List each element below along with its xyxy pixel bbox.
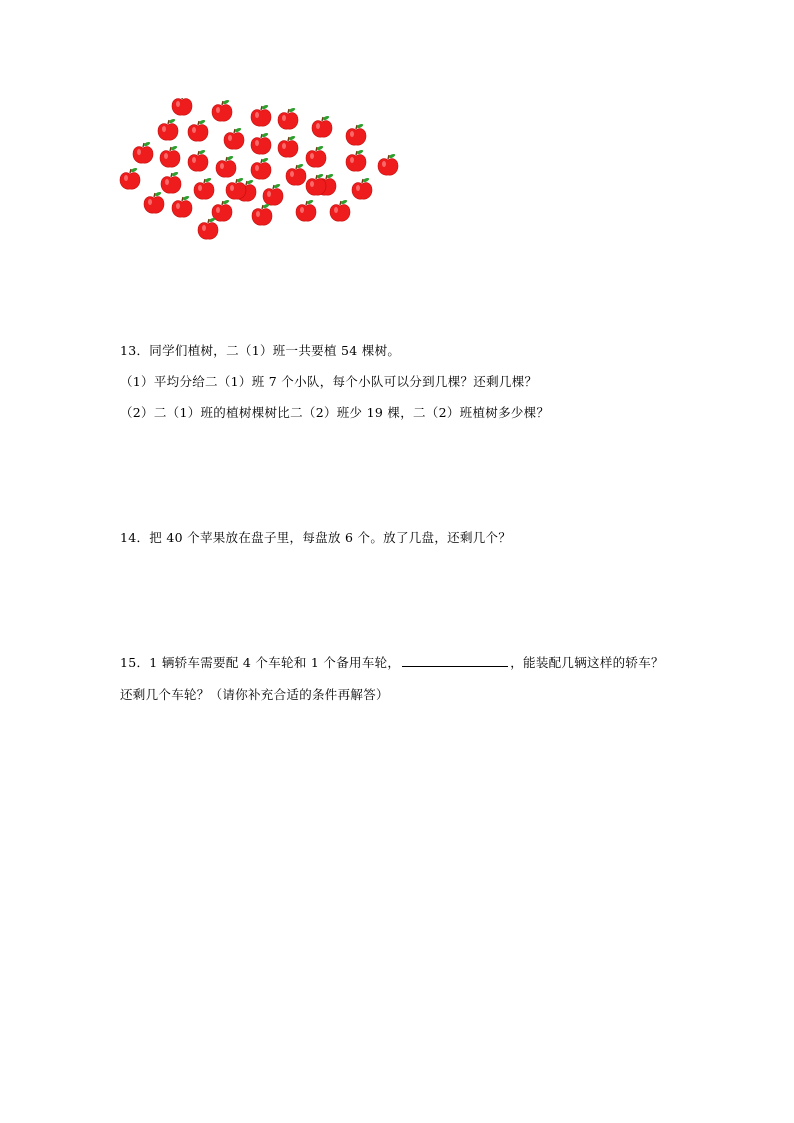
apple-icon (312, 115, 332, 137)
apple-icon (296, 199, 316, 221)
apple-icon (306, 173, 326, 195)
apple-icon (120, 167, 140, 189)
apple-icon (278, 107, 298, 129)
question-13-stem: 13．同学们植树，二（1）班一共要植 54 棵树。 (120, 343, 401, 358)
question-15-text-before-blank: 15．1 辆轿车需要配 4 个车轮和 1 个备用车轮， (120, 655, 401, 670)
apple-icon (330, 199, 350, 221)
apple-icon (212, 99, 232, 121)
apple-icon (278, 135, 298, 157)
question-15-line-1 (120, 654, 664, 672)
apple-icon (251, 157, 271, 179)
apple-icon (212, 199, 232, 221)
apple-icon (144, 191, 164, 213)
apple-icon (198, 217, 218, 239)
apple-icon (286, 163, 306, 185)
apple-icon (224, 127, 244, 149)
apple-icon (352, 177, 372, 199)
apple-icon (160, 145, 180, 167)
apple-icon (133, 141, 153, 163)
apple-icon (251, 104, 271, 126)
apple-icon (188, 119, 208, 141)
apple-icon (263, 183, 283, 205)
question-13-part-1: （1）平均分给二（1）班 7 个小队，每个小队可以分到几棵？还剩几棵？ (120, 374, 538, 389)
answer-blank[interactable] (402, 654, 508, 667)
apple-icon (252, 203, 272, 225)
apple-icon (346, 149, 366, 171)
apple-icon (378, 153, 398, 175)
apple-icon (158, 118, 178, 140)
question-15-text-after-blank: ，能装配几辆这样的轿车？ (510, 655, 664, 670)
apple-icon (172, 195, 192, 217)
question-13-part-2: （2）二（1）班的植树棵树比二（2）班少 19 棵，二（2）班植树多少棵？ (120, 405, 550, 420)
apple-icon (216, 155, 236, 177)
apple-icon (306, 145, 326, 167)
apple-icon (161, 171, 181, 193)
question-15-line-2: 还剩几个车轮？（请你补充合适的条件再解答） (120, 687, 389, 702)
apple-icon (172, 98, 192, 115)
apple-cluster-figure (116, 98, 406, 240)
apple-icon (346, 123, 366, 145)
question-14-stem: 14．把 40 个苹果放在盘子里，每盘放 6 个。放了几盘，还剩几个？ (120, 530, 512, 545)
apple-icon (251, 132, 271, 154)
apple-icon (188, 149, 208, 171)
apple-icon (226, 177, 246, 199)
apple-icon (194, 177, 214, 199)
apple-cluster-svg (116, 98, 406, 240)
